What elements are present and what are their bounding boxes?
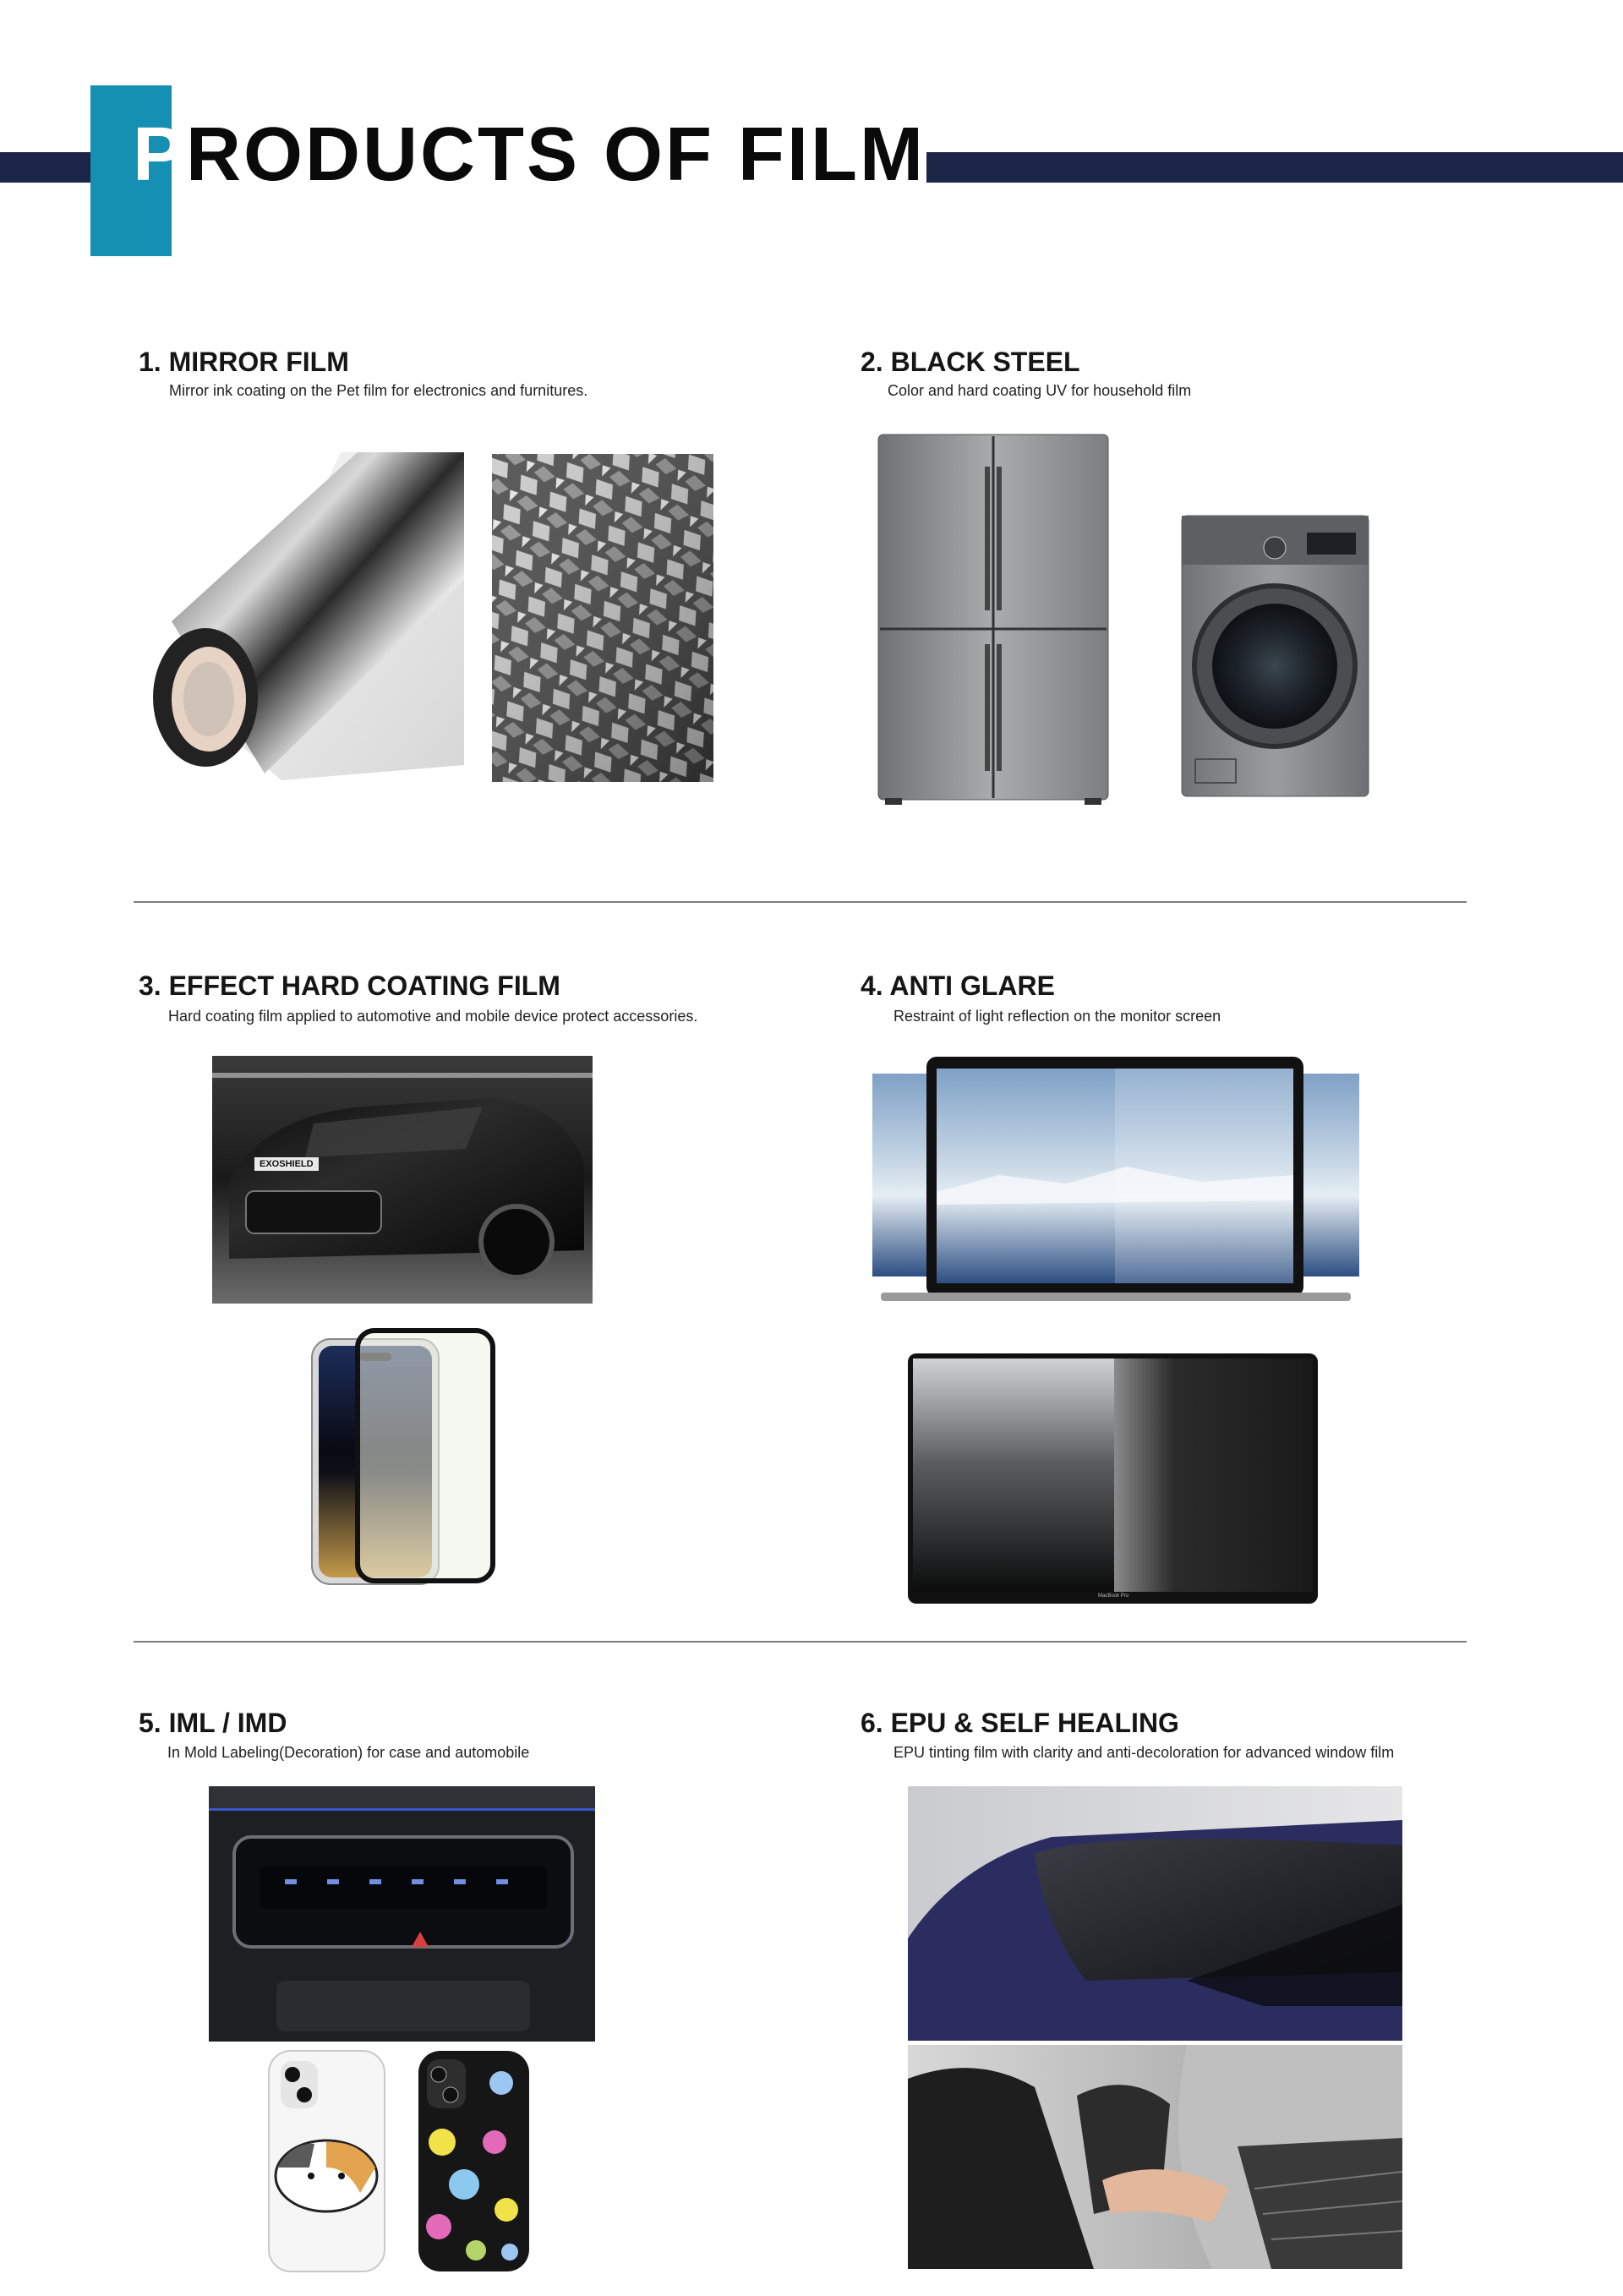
mirror-film-roll-image [138,452,464,780]
section-4-title: 4. ANTI GLARE [861,970,1055,1001]
section-1-title: 1. MIRROR FILM [139,347,349,377]
section-2-title: 2. BLACK STEEL [861,347,1080,377]
section-3-description: Hard coating film applied to automotive and mobile device protect accessories. [168,1008,698,1025]
page-title [133,112,926,197]
divider-1 [134,901,1467,903]
black-car-image [212,1056,593,1304]
anti-glare-laptop-image [872,1057,1359,1306]
section-5-title: 5. IML / IMD [139,1708,287,1738]
section-4-description: Restraint of light reflection on the monitor screen [893,1008,1221,1025]
star-phone-case-image [417,2049,531,2273]
laptop-label: MacBook Pro [1098,1594,1129,1599]
car-badge: EXOSHIELD [254,1157,319,1171]
header-bar-left [0,152,93,183]
section-2-description: Color and hard coating UV for household film [888,382,1192,399]
divider-2 [134,1641,1467,1643]
section-3-title: 3. EFFECT HARD COATING FILM [139,970,560,1001]
car-film-install-image [908,2045,1402,2269]
washing-machine-image [1180,514,1370,798]
screen-protector-phone-image [309,1327,499,1587]
section-6-title: 6. EPU & SELF HEALING [861,1708,1179,1738]
anti-glare-monitor-image [908,1353,1318,1604]
page-title-initial: P [133,112,184,197]
car-dashboard-image [209,1786,595,2042]
section-5-description: In Mold Labeling(Decoration) for case and automobile [167,1744,530,1761]
page-title-rest: RODUCTS OF FILM [186,112,926,197]
refrigerator-image [877,433,1110,806]
mirror-film-pattern-image [492,454,713,782]
car-window-tint-image [908,1786,1402,2041]
section-1-description: Mirror ink coating on the Pet film for electronics and furnitures. [169,382,588,399]
header-bar-right [926,152,1623,183]
section-6-description: EPU tinting film with clarity and anti-decoloration for advanced window film [893,1744,1395,1761]
cat-phone-case-image [267,2049,386,2273]
